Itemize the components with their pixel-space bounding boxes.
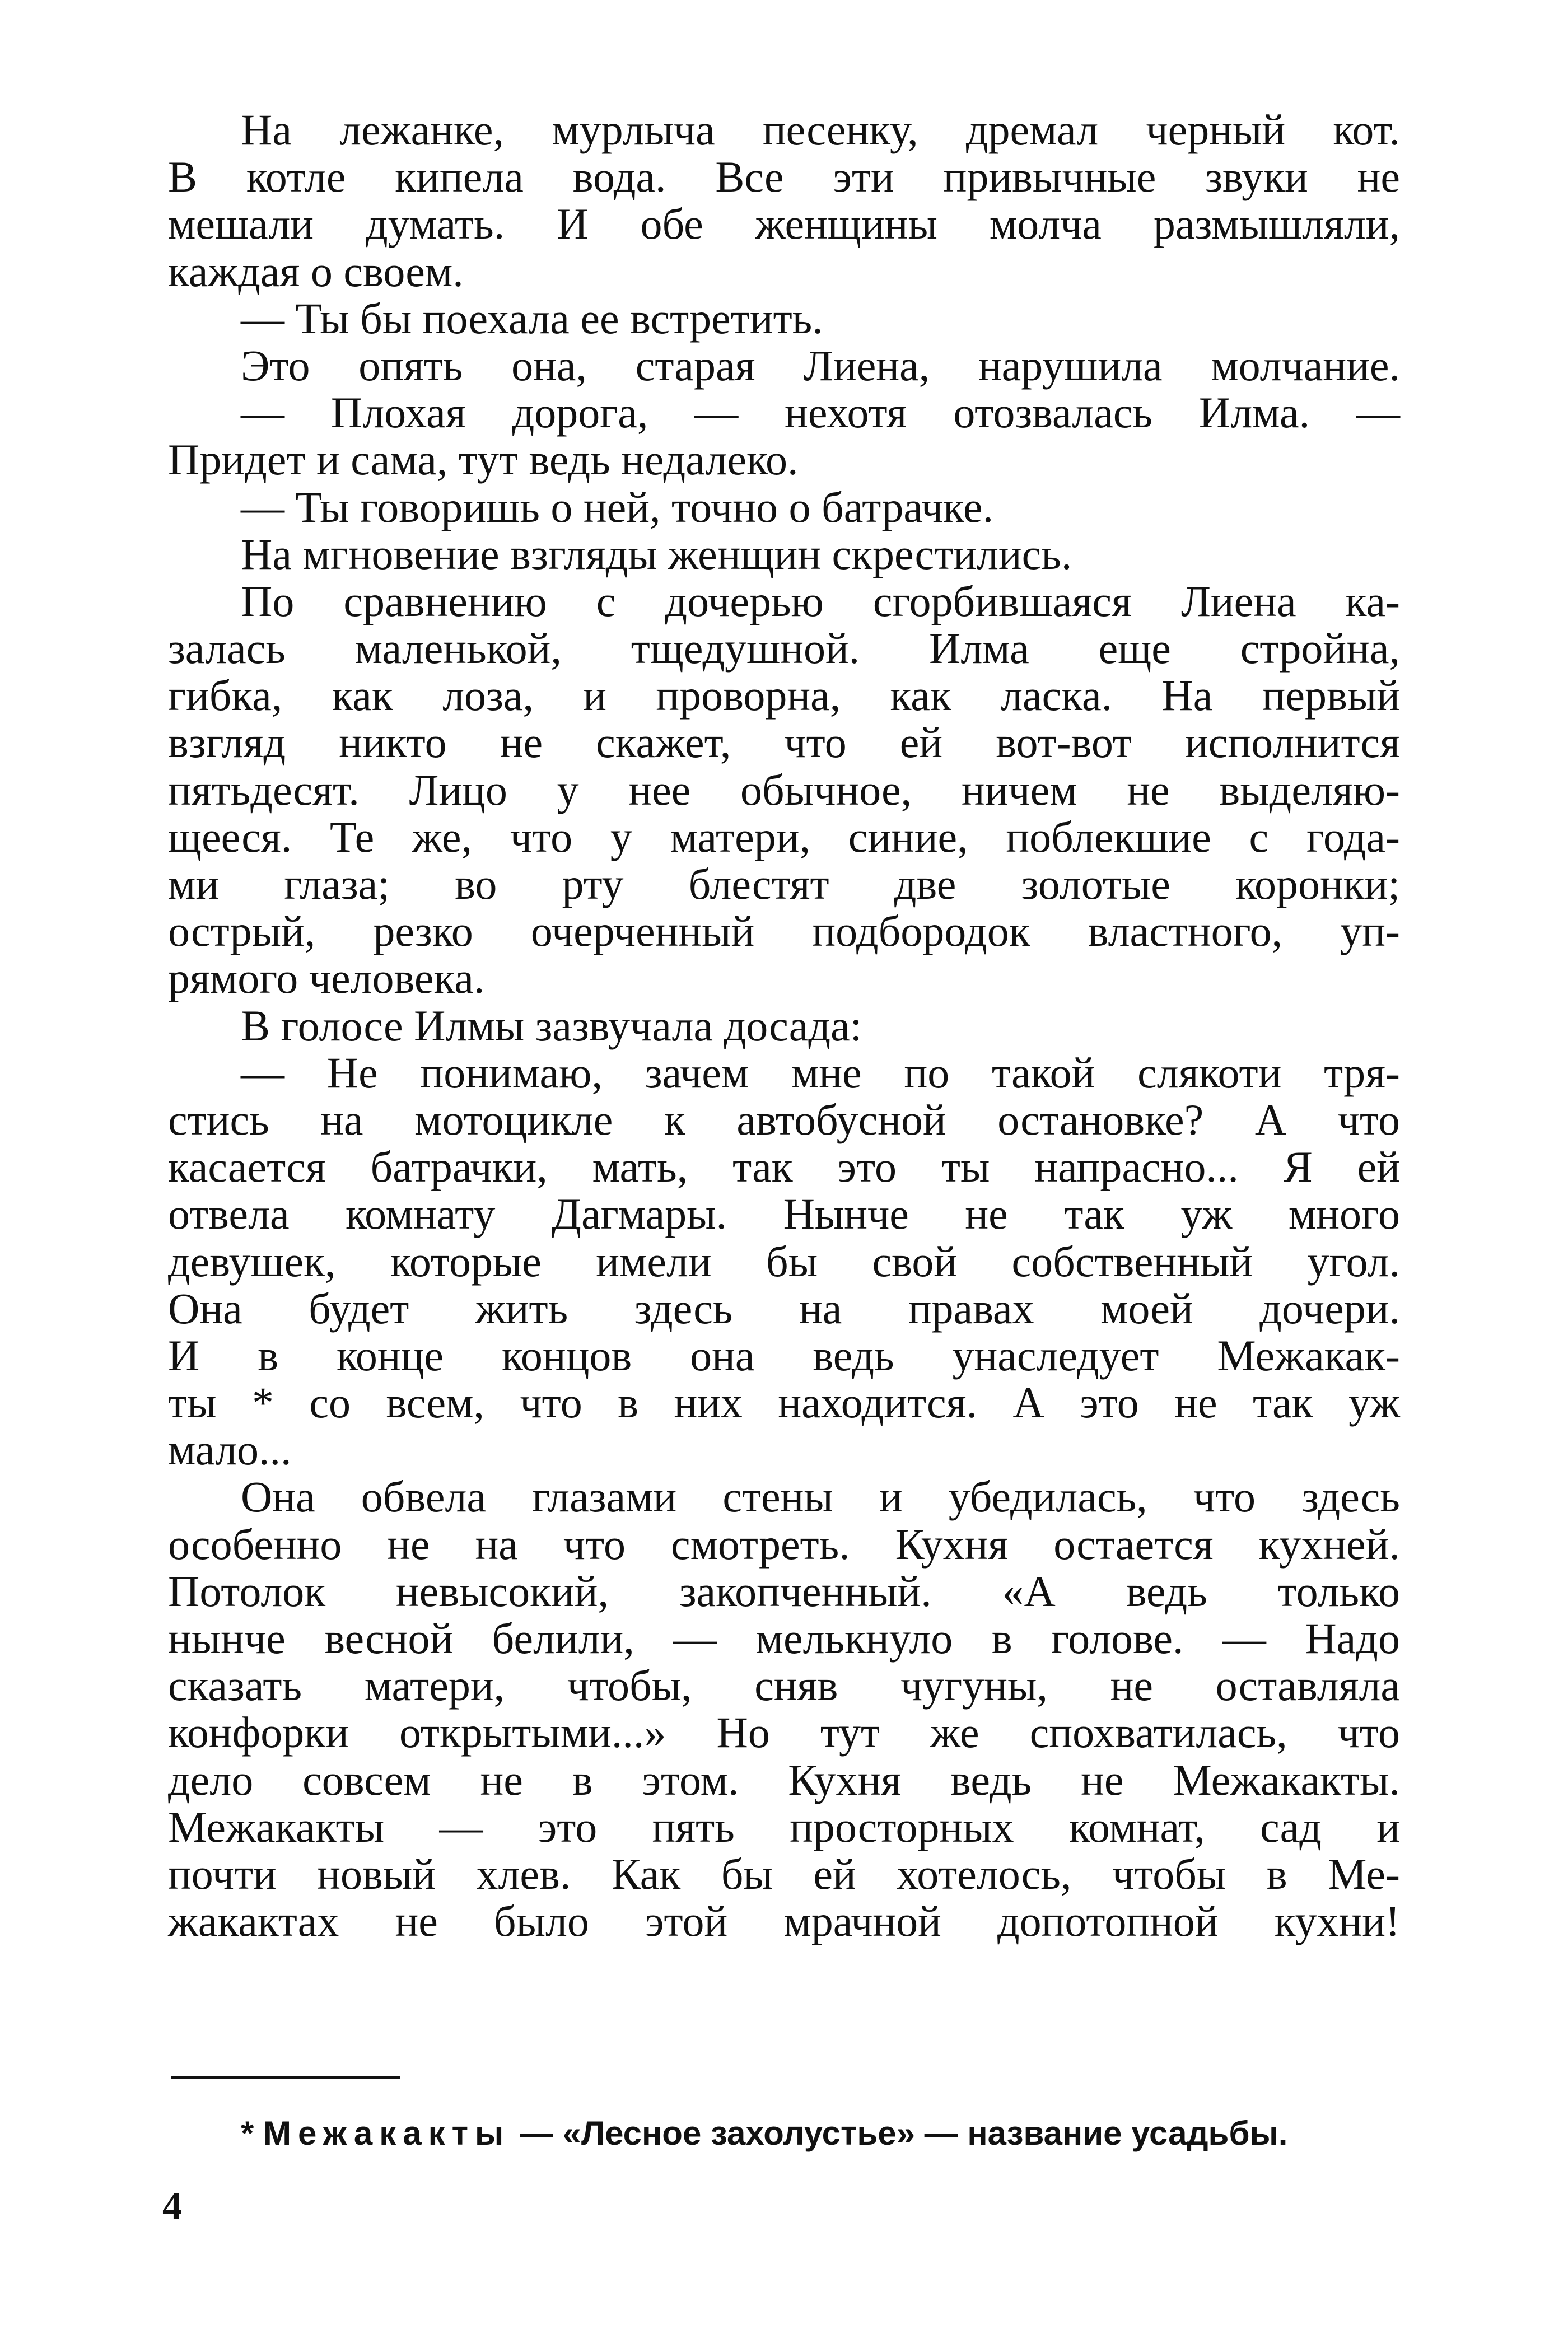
footnote-marker: * <box>241 2114 254 2152</box>
footnote-divider <box>171 2076 400 2079</box>
text-line: Она обвела глазами стены и убедилась, что здесь <box>241 1472 1400 1521</box>
text-line: пятьдесят. Лицо у нее обычное, ничем не выделяю- <box>168 765 1400 814</box>
text-line: мешали думать. И обе женщины молча размышляли, <box>168 199 1400 249</box>
text-line: Придет и сама, тут ведь недалеко. <box>168 435 799 484</box>
page-number: 4 <box>162 2184 182 2228</box>
text-line: острый, резко очерченный подбородок властного, уп- <box>168 907 1400 956</box>
text-line: — Плохая дорога, — нехотя отозвалась Илма. — <box>241 388 1400 437</box>
text-line: рямого человека. <box>168 954 485 1003</box>
text-line: мало... <box>168 1425 292 1474</box>
text-line: — Не понимаю, зачем мне по такой слякоти тря- <box>241 1048 1400 1097</box>
text-line: — Ты бы поехала ее встретить. <box>241 293 823 343</box>
body-text <box>168 106 1400 1945</box>
text-line: взгляд никто не скажет, что ей вот-вот исполнится <box>168 718 1400 767</box>
text-line: особенно не на что смотреть. Кухня остается кухней. <box>168 1519 1400 1569</box>
text-line: сказать матери, чтобы, сняв чугуны, не оставляла <box>168 1661 1400 1710</box>
text-line: конфорки открытыми...» Но тут же спохватилась, что <box>168 1708 1400 1757</box>
text-line: нынче весной белили, — мелькнуло в голове. — Надо <box>168 1614 1400 1663</box>
text-line: — Ты говоришь о ней, точно о батрачке. <box>241 482 994 531</box>
footnote <box>241 2111 1400 2156</box>
text-line: отвела комнату Дагмары. Нынче не так уж много <box>168 1189 1400 1239</box>
text-line: На мгновение взгляды женщин скрестились. <box>241 529 1072 578</box>
text-line: стись на мотоцикле к автобусной остановке? А что <box>168 1095 1400 1144</box>
text-line: жакактах не было этой мрачной допотопной кухни! <box>168 1897 1400 1946</box>
text-line: Это опять она, старая Лиена, нарушила молчание. <box>241 340 1400 390</box>
text-line: девушек, которые имели бы свой собственный угол. <box>168 1236 1400 1286</box>
text-line: В голосе Илмы зазвучала досада: <box>241 1001 862 1050</box>
text-line: Потолок невысокий, закопченный. «А ведь только <box>168 1566 1400 1616</box>
text-line: По сравнению с дочерью сгорбившаяся Лиена ка- <box>241 576 1400 625</box>
text-line: каждая о своем. <box>168 246 464 296</box>
text-line: Она будет жить здесь на правах моей дочери. <box>168 1283 1400 1333</box>
text-line: почти новый хлев. Как бы ей хотелось, чтобы в Ме- <box>168 1849 1400 1898</box>
footnote-text: — «Лесное захолустье» — название усадьбы. <box>519 2114 1288 2152</box>
text-line: залась маленькой, тщедушной. Илма еще стройна, <box>168 624 1400 673</box>
text-line: И в конце концов она ведь унаследует Межакак- <box>168 1331 1400 1380</box>
text-line: ми глаза; во рту блестят две золотые коронки; <box>168 860 1400 908</box>
footnote-term: Межакакты <box>263 2114 511 2152</box>
text-line: касается батрачки, мать, так это ты напрасно... Я ей <box>168 1142 1400 1192</box>
text-line: На лежанке, мурлыча песенку, дремал черный кот. <box>241 105 1400 154</box>
text-line: гибка, как лоза, и проворна, как ласка. На первый <box>168 671 1400 720</box>
text-line: В котле кипела вода. Все эти привычные звуки не <box>168 152 1400 202</box>
text-line: Межакакты — это пять просторных комнат, сад и <box>168 1802 1400 1851</box>
text-line: дело совсем не в этом. Кухня ведь не Межакакты. <box>168 1755 1400 1804</box>
text-line: щееся. Те же, что у матери, синие, поблекшие с года- <box>168 812 1400 861</box>
text-line: ты * со всем, что в них находится. А это не так уж <box>168 1378 1400 1427</box>
